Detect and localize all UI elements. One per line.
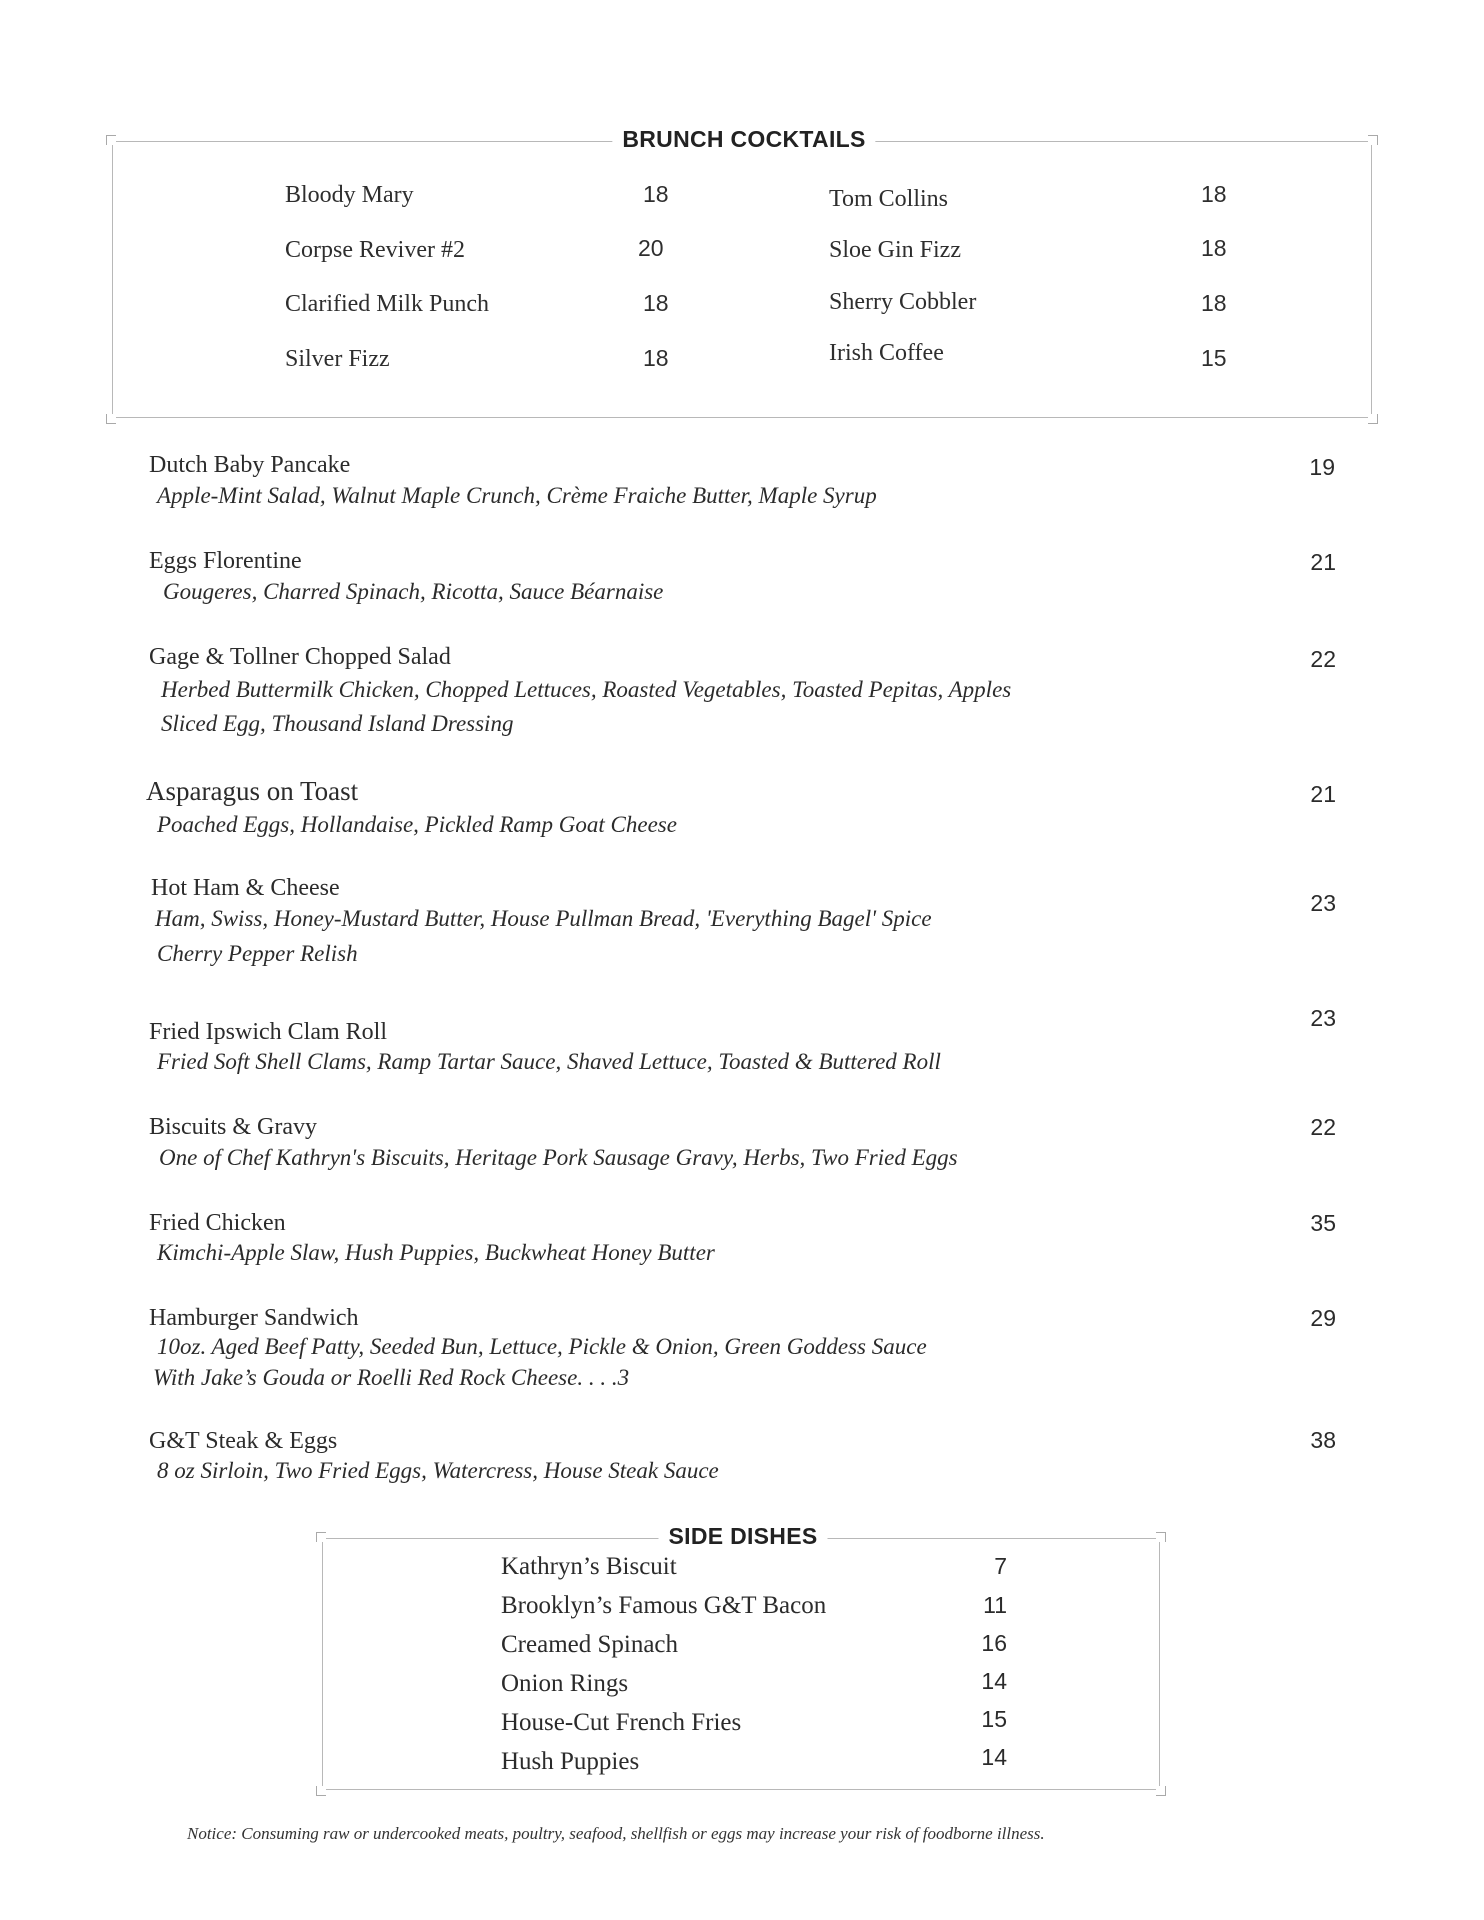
menu-item-name: Hamburger Sandwich: [149, 1305, 359, 1331]
menu-item-description: Ham, Swiss, Honey-Mustard Butter, House Pullman Bread, 'Everything Bagel' Spice: [155, 906, 932, 931]
health-notice: Notice: Consuming raw or undercooked meats, poultry, seafood, shellfish or eggs may increase your risk of foodborne illness.: [187, 1824, 1045, 1843]
menu-item-price: 22: [1310, 1114, 1336, 1140]
cocktail-name: Corpse Reviver #2: [285, 237, 465, 263]
cocktail-price: 15: [1201, 345, 1227, 371]
corner-ornament: [1368, 414, 1378, 424]
cocktail-name: Irish Coffee: [829, 340, 944, 366]
side-dish-price: 14: [981, 1668, 1007, 1694]
menu-item-description: With Jake’s Gouda or Roelli Red Rock Cheese. . . .3: [153, 1365, 630, 1390]
menu-item-description: Sliced Egg, Thousand Island Dressing: [161, 711, 514, 736]
menu-item-description: 8 oz Sirloin, Two Fried Eggs, Watercress, House Steak Sauce: [157, 1458, 719, 1483]
corner-ornament: [316, 1532, 326, 1542]
menu-item-name: Gage & Tollner Chopped Salad: [149, 644, 451, 670]
menu-item-name: Dutch Baby Pancake: [149, 452, 351, 478]
menu-item-description: Cherry Pepper Relish: [157, 941, 358, 966]
menu-item-description: Herbed Buttermilk Chicken, Chopped Lettuces, Roasted Vegetables, Toasted Pepitas, Apples: [161, 677, 1012, 702]
cocktail-name: Sherry Cobbler: [829, 289, 977, 315]
cocktail-name: Sloe Gin Fizz: [829, 237, 961, 263]
cocktail-price: 18: [1201, 235, 1227, 261]
cocktail-price: 20: [638, 235, 664, 261]
cocktails-title: BRUNCH COCKTAILS: [612, 126, 875, 153]
menu-item-name: Fried Chicken: [149, 1210, 286, 1236]
cocktail-name: Clarified Milk Punch: [285, 291, 489, 317]
side-dish-price: 11: [983, 1592, 1007, 1618]
cocktail-name: Silver Fizz: [285, 346, 390, 372]
menu-item-name: Eggs Florentine: [149, 548, 302, 574]
menu-item-description: 10oz. Aged Beef Patty, Seeded Bun, Lettuce, Pickle & Onion, Green Goddess Sauce: [157, 1334, 927, 1359]
menu-item-price: 35: [1310, 1210, 1336, 1236]
menu-item-description: Poached Eggs, Hollandaise, Pickled Ramp Goat Cheese: [157, 812, 677, 837]
cocktail-price: 18: [643, 181, 669, 207]
corner-ornament: [316, 1786, 326, 1796]
corner-ornament: [1156, 1786, 1166, 1796]
menu-item-description: Kimchi-Apple Slaw, Hush Puppies, Buckwheat Honey Butter: [157, 1240, 715, 1265]
menu-item-name: Hot Ham & Cheese: [151, 875, 340, 901]
side-dish-name: Creamed Spinach: [501, 1631, 679, 1658]
cocktail-price: 18: [1201, 181, 1227, 207]
menu-item-description: One of Chef Kathryn's Biscuits, Heritage Pork Sausage Gravy, Herbs, Two Fried Eggs: [159, 1145, 958, 1170]
cocktail-price: 18: [643, 345, 669, 371]
menu-item-description: Fried Soft Shell Clams, Ramp Tartar Sauce, Shaved Lettuce, Toasted & Buttered Roll: [157, 1049, 941, 1074]
corner-ornament: [106, 414, 116, 424]
menu-item-price: 22: [1310, 646, 1336, 672]
cocktail-price: 18: [1201, 290, 1227, 316]
side-dish-name: Onion Rings: [501, 1670, 629, 1697]
corner-ornament: [106, 135, 116, 145]
side-dish-price: 16: [981, 1630, 1007, 1656]
cocktail-name: Bloody Mary: [285, 182, 414, 208]
menu-item-price: 29: [1310, 1305, 1336, 1331]
side-dish-name: House-Cut French Fries: [501, 1709, 742, 1736]
side-dish-price: 7: [994, 1553, 1007, 1579]
menu-item-price: 21: [1310, 781, 1336, 807]
menu-item-price: 38: [1310, 1427, 1336, 1453]
side-dish-price: 15: [981, 1706, 1007, 1732]
menu-item-price: 19: [1309, 454, 1335, 480]
corner-ornament: [1368, 135, 1378, 145]
side-dish-name: Hush Puppies: [501, 1748, 640, 1775]
side-dishes-title: SIDE DISHES: [658, 1523, 827, 1550]
menu-item-name: Asparagus on Toast: [146, 776, 359, 806]
cocktail-price: 18: [643, 290, 669, 316]
menu-item-price: 23: [1310, 890, 1336, 916]
menu-item-name: G&T Steak & Eggs: [149, 1428, 338, 1454]
menu-item-name: Biscuits & Gravy: [149, 1114, 317, 1140]
side-dishes-box: [322, 1523, 1160, 1790]
side-dish-price: 14: [981, 1744, 1007, 1770]
menu-item-description: Gougeres, Charred Spinach, Ricotta, Sauce Béarnaise: [163, 579, 664, 604]
menu-item-price: 23: [1310, 1005, 1336, 1031]
side-dish-name: Kathryn’s Biscuit: [501, 1553, 677, 1580]
corner-ornament: [1156, 1532, 1166, 1542]
menu-item-price: 21: [1310, 549, 1336, 575]
cocktail-name: Tom Collins: [829, 186, 949, 212]
menu-item-name: Fried Ipswich Clam Roll: [149, 1019, 387, 1045]
menu-item-description: Apple-Mint Salad, Walnut Maple Crunch, Crème Fraiche Butter, Maple Syrup: [157, 483, 877, 508]
side-dish-name: Brooklyn’s Famous G&T Bacon: [501, 1592, 827, 1619]
